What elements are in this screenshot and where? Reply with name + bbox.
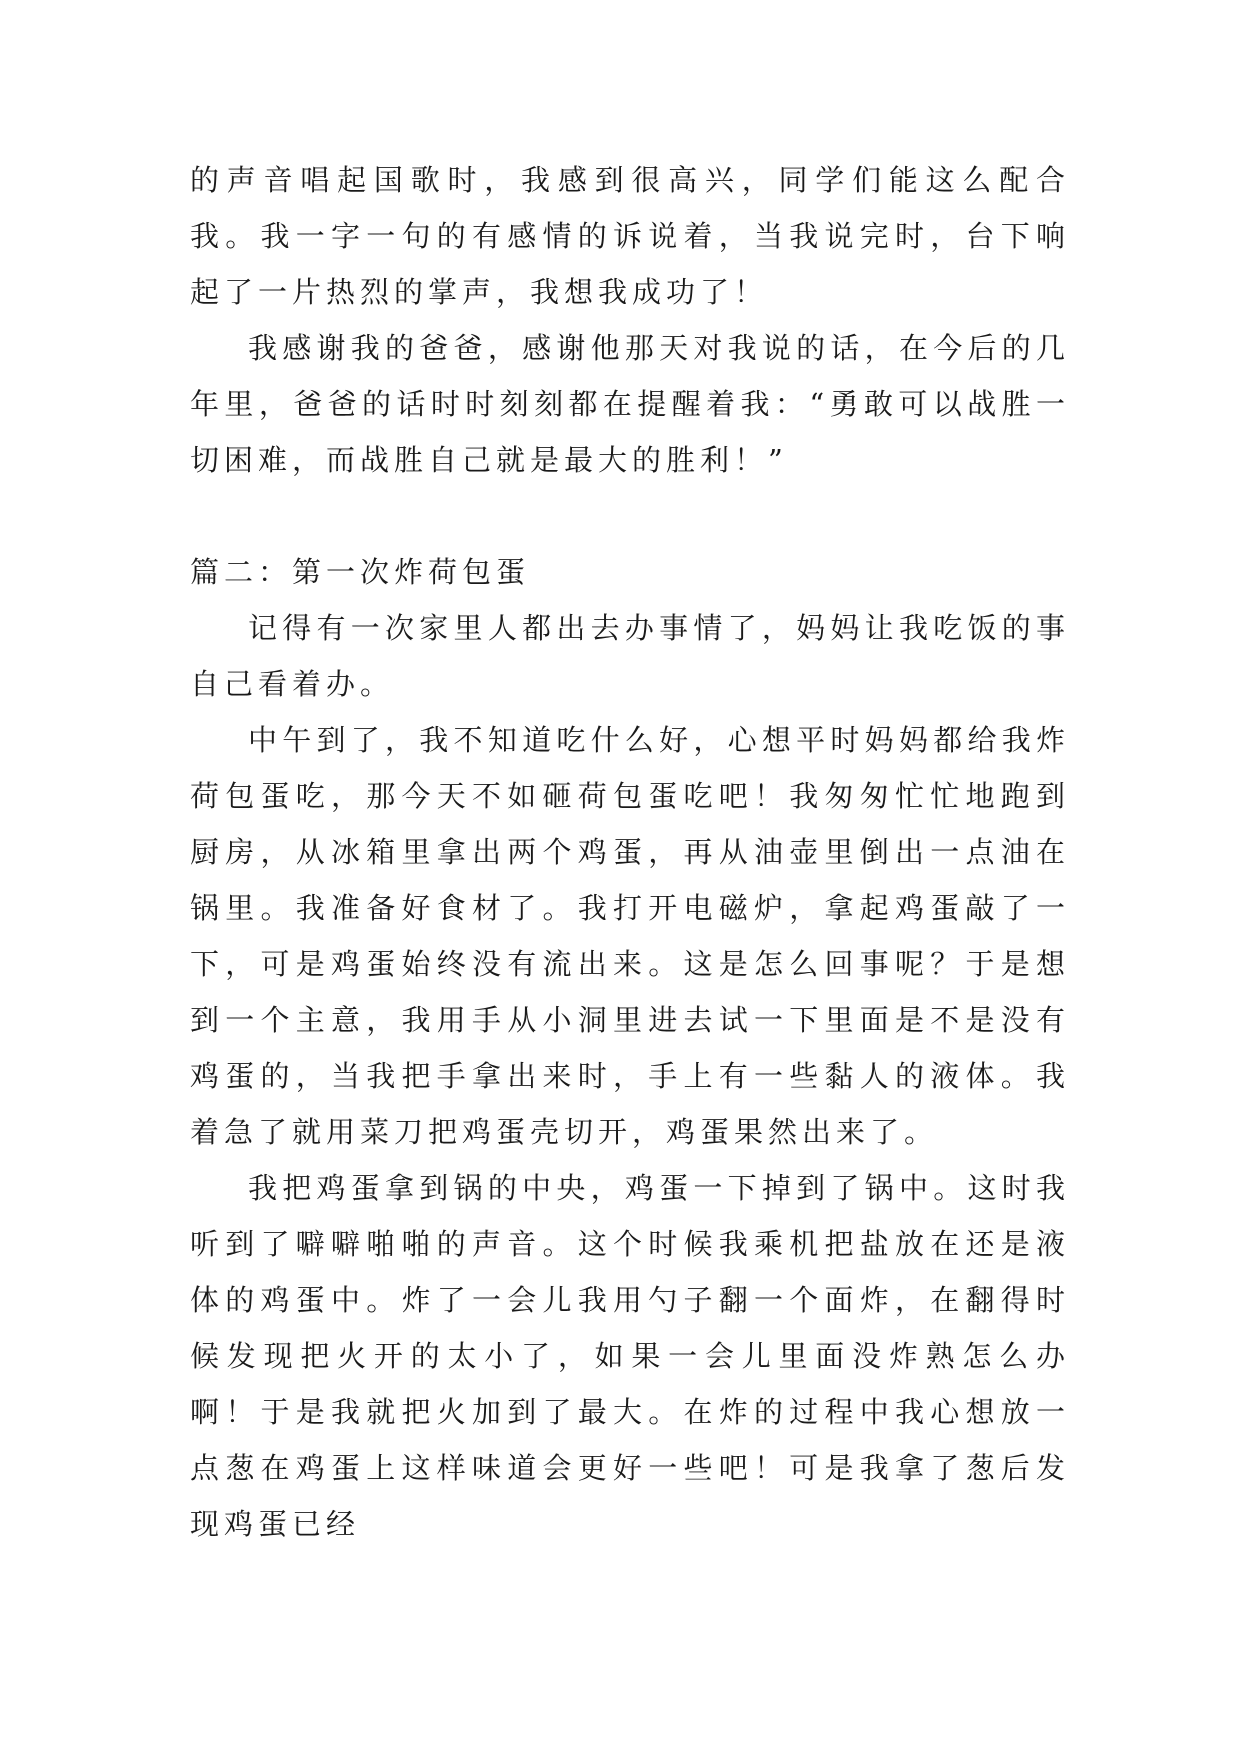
section-spacer xyxy=(190,488,1070,544)
paragraph-thanks-father: 我感谢我的爸爸，感谢他那天对我说的话，在今后的几年里，爸爸的话时时刻刻都在提醒着我：“勇敢可以战胜一切困难，而战胜自己就是最大的胜利！” xyxy=(190,331,1070,477)
document-page xyxy=(190,152,1070,1552)
paragraph-frying-egg: 我把鸡蛋拿到锅的中央，鸡蛋一下掉到了锅中。这时我听到了噼噼啪啪的声音。这个时候我乘机把盐放在还是液体的鸡蛋中。炸了一会儿我用勺子翻一个面炸，在翻得时候发现把火开的太小了，如果一会儿里面没炸熟怎么办啊！于是我就把火加到了最大。在炸的过程中我心想放一点葱在鸡蛋上这样味道会更好一些吧！可是我拿了葱后发现鸡蛋已经 xyxy=(190,1171,1070,1541)
section-title: 篇二：第一次炸荷包蛋 xyxy=(190,555,531,589)
paragraph-preparing-egg: 中午到了，我不知道吃什么好，心想平时妈妈都给我炸荷包蛋吃，那今天不如砸荷包蛋吃吧！我匆匆忙忙地跑到厨房，从冰箱里拿出两个鸡蛋，再从油壶里倒出一点油在锅里。我准备好食材了。我打开电磁炉，拿起鸡蛋敲了一下，可是鸡蛋始终没有流出来。这是怎么回事呢？于是想到一个主意，我用手从小洞里进去试一下里面是不是没有鸡蛋的，当我把手拿出来时，手上有一些黏人的液体。我着急了就用菜刀把鸡蛋壳切开，鸡蛋果然出来了。 xyxy=(190,723,1070,1149)
paragraph-continuation: 的声音唱起国歌时，我感到很高兴，同学们能这么配合我。我一字一句的有感情的诉说着，当我说完时，台下响起了一片热烈的掌声，我想我成功了！ xyxy=(190,163,1070,309)
paragraph-family-out: 记得有一次家里人都出去办事情了，妈妈让我吃饭的事自己看着办。 xyxy=(190,611,1070,701)
